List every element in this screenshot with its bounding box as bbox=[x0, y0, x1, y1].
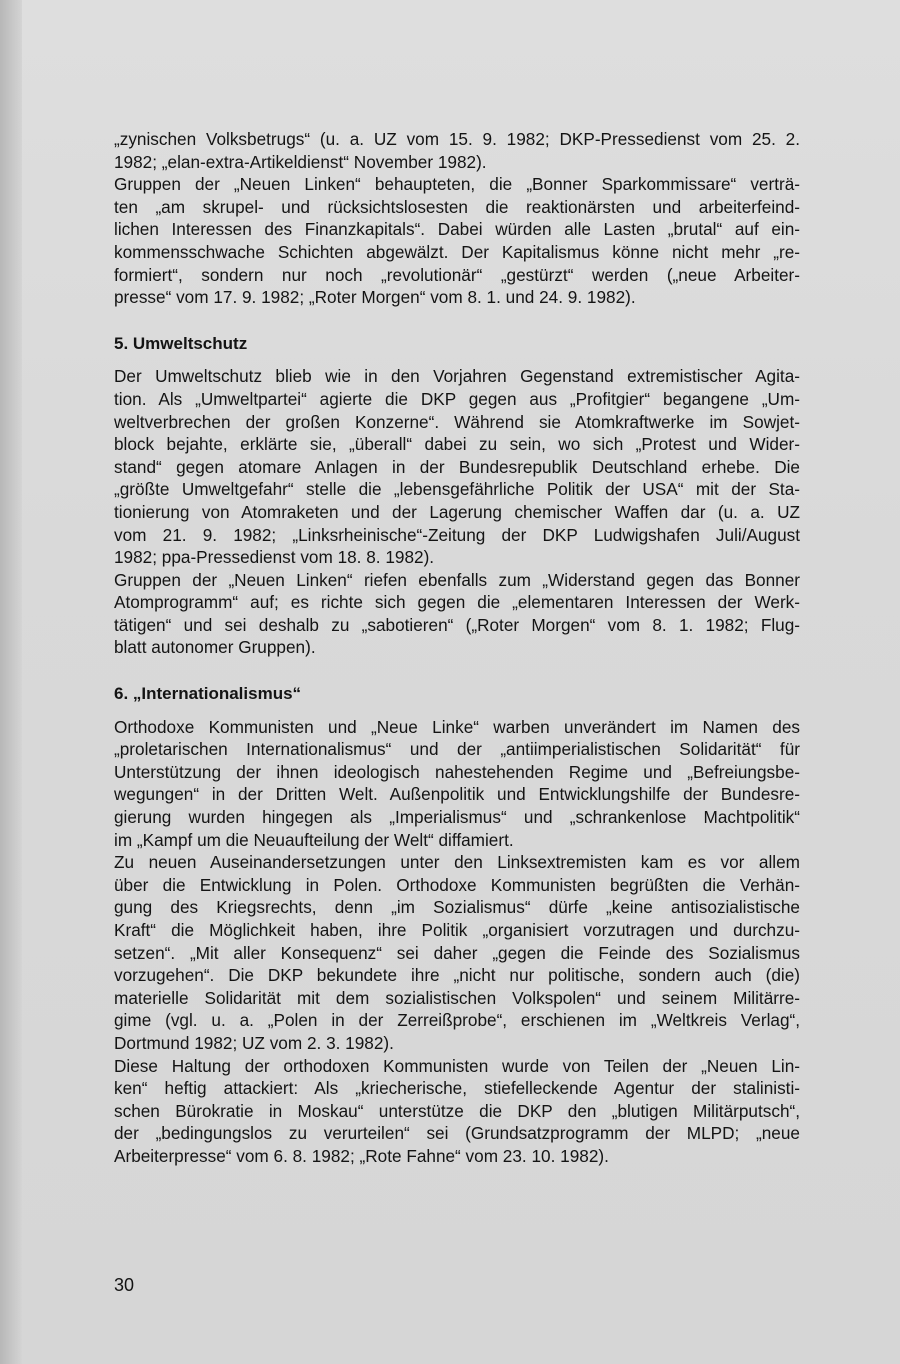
text-line: vom 21. 9. 1982; „Linksrheinische“-Zeitung der DKP Ludwigshafen Juli/August bbox=[114, 524, 800, 545]
text-line: der „bedingungslos zu verurteilen“ sei (Grundsatzprogramm der MLPD; „neue bbox=[114, 1123, 800, 1144]
text-line: Arbeiterpresse“ vom 6. 8. 1982; „Rote Fahne“ vom 23. 10. 1982). bbox=[114, 1145, 609, 1166]
text-line: gung des Kriegsrechts, denn „im Sozialismus“ dürfe „keine antisozialistische bbox=[114, 897, 800, 918]
text-line: Orthodoxe Kommunisten und „Neue Linke“ warben unverändert im Namen des bbox=[114, 716, 800, 737]
text-line: Dortmund 1982; UZ vom 2. 3. 1982). bbox=[114, 1032, 394, 1053]
text-line: „proletarischen Internationalismus“ und der „antiimperialistischen Solidarität“ für bbox=[114, 739, 800, 760]
paragraph-block-1 bbox=[114, 128, 800, 309]
text-line: kommensschwache Schichten abgewälzt. Der Kapitalismus könne nicht mehr „re- bbox=[114, 241, 800, 262]
section-heading-internationalismus: 6. „Internationalismus“ bbox=[114, 684, 302, 704]
spacer bbox=[114, 659, 800, 683]
text-line: materielle Solidarität mit dem sozialistischen Volkspolen“ und seinem Militärre- bbox=[114, 987, 800, 1008]
spacer bbox=[114, 706, 800, 716]
text-line: „zynischen Volksbetrugs“ (u. a. UZ vom 15. 9. 1982; DKP-Pressedienst vom 25. 2. bbox=[114, 129, 800, 149]
body-text bbox=[114, 128, 800, 1168]
text-line: Unterstützung der ihnen ideologisch nahestehenden Regime und „Befreiungsbe- bbox=[114, 761, 800, 782]
text-line: gime (vgl. u. a. „Polen in der Zerreißprobe“, erschienen im „Weltkreis Verlag“, bbox=[114, 1010, 800, 1031]
text-line: Gruppen der „Neuen Linken“ riefen ebenfalls zum „Widerstand gegen das Bonner bbox=[114, 569, 800, 590]
text-line: gierung wurden hingegen als „Imperialismus“ und „schrankenlose Machtpolitik“ bbox=[114, 807, 800, 828]
text-line: tionierung von Atomraketen und der Lagerung chemischer Waffen dar (u. a. UZ bbox=[114, 501, 800, 522]
section-heading-umweltschutz: 5. Umweltschutz bbox=[114, 333, 248, 353]
section-umweltschutz-body bbox=[114, 365, 800, 659]
text-line: blatt autonomer Gruppen). bbox=[114, 637, 316, 658]
text-line: Zu neuen Auseinandersetzungen unter den Linksextremisten kam es vor allem bbox=[114, 852, 800, 873]
text-line: setzen“. „Mit aller Konsequenz“ sei daher „gegen die Feinde des Sozialismus bbox=[114, 942, 800, 963]
text-line: weltverbrechen der großen Konzerne“. Während sie Atomkraftwerke im Sowjet- bbox=[114, 411, 800, 432]
text-line: 1982; ppa-Pressedienst vom 18. 8. 1982). bbox=[114, 547, 435, 568]
page-number: 30 bbox=[114, 1275, 135, 1295]
text-line: tion. Als „Umweltpartei“ agierte die DKP gegen aus „Profitgier“ begangene „Um- bbox=[114, 388, 800, 409]
text-line: Atomprogramm“ auf; es richte sich gegen die „elementaren Interessen der Werk- bbox=[114, 592, 800, 613]
text-line: 1982; „elan-extra-Artikeldienst“ November 1982). bbox=[114, 151, 487, 172]
text-line: tätigen“ und sei deshalb zu „sabotieren“ („Roter Morgen“ vom 8. 1. 1982; Flug- bbox=[114, 614, 800, 635]
text-line: lichen Interessen des Finanzkapitals“. Dabei würden alle Lasten „brutal“ auf ein- bbox=[114, 219, 800, 240]
text-line: Diese Haltung der orthodoxen Kommunisten wurde von Teilen der „Neuen Lin- bbox=[114, 1055, 800, 1076]
text-line: „größte Umweltgefahr“ stelle die „lebensgefährliche Politik der USA“ mit der Sta- bbox=[114, 479, 800, 500]
spacer bbox=[114, 355, 800, 365]
text-line: vorzugehen“. Die DKP bekundete ihre „nicht nur politische, sondern auch (die) bbox=[114, 965, 800, 986]
text-line: Der Umweltschutz blieb wie in den Vorjahren Gegenstand extremistischer Agita- bbox=[114, 366, 800, 387]
text-line: über die Entwicklung in Polen. Orthodoxe Kommunisten begrüßten die Verhän- bbox=[114, 874, 800, 895]
section-internationalismus-body bbox=[114, 716, 800, 1168]
text-line: Kraft“ die Möglichkeit haben, ihre Politik „organisiert vorzutragen und durchzu- bbox=[114, 920, 800, 940]
text-line: ken“ heftig attackiert: Als „kriecherische, stiefelleckende Agentur der stalinisti- bbox=[114, 1078, 800, 1099]
spacer bbox=[114, 309, 800, 333]
text-line: formiert“, sondern nur noch „revolutionär“ „gestürzt“ werden („neue Arbeiter- bbox=[114, 264, 800, 285]
text-line: block bejahte, erklärte sie, „überall“ dabei zu sein, wo sich „Protest und Wider- bbox=[114, 434, 800, 455]
text-line: im „Kampf um die Neuaufteilung der Welt“ diffamiert. bbox=[114, 829, 514, 850]
text-line: Gruppen der „Neuen Linken“ behaupteten, die „Bonner Sparkommissare“ verträ- bbox=[114, 174, 800, 195]
text-line: wegungen“ in der Dritten Welt. Außenpolitik und Entwicklungshilfe der Bundesre- bbox=[114, 784, 800, 805]
text-line: schen Bürokratie in Moskau“ unterstütze die DKP den „blutigen Militärputsch“, bbox=[114, 1100, 800, 1121]
text-line: presse“ vom 17. 9. 1982; „Roter Morgen“ vom 8. 1. und 24. 9. 1982). bbox=[114, 287, 636, 308]
text-line: stand“ gegen atomare Anlagen in der Bundesrepublik Deutschland erhebe. Die bbox=[114, 456, 800, 477]
text-line: ten „am skrupel- und rücksichtslosesten die reaktionärsten und arbeiterfeind- bbox=[114, 196, 800, 217]
